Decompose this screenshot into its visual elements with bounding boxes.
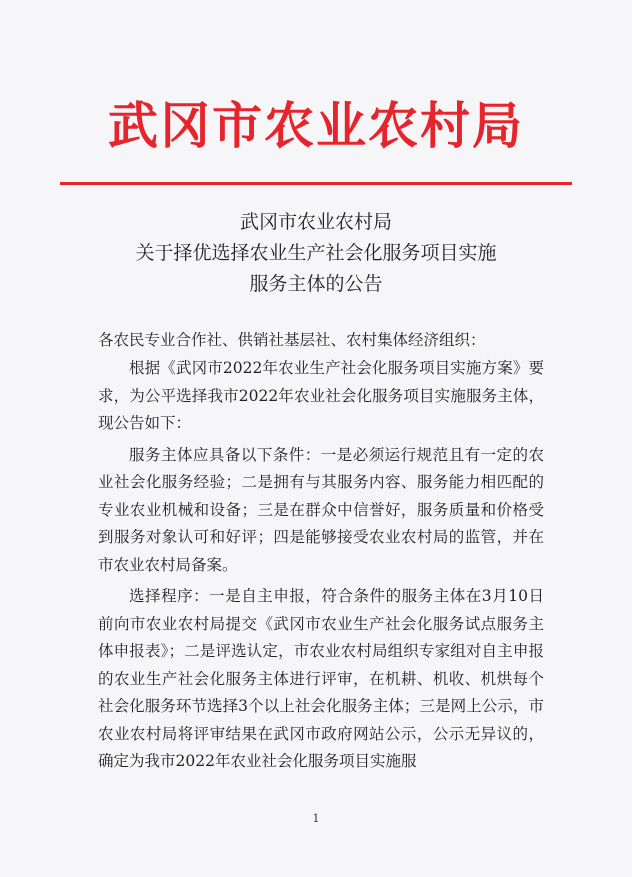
notice-title-line-1: 武冈市农业农村局 (239, 211, 392, 233)
letterhead-red-rule (60, 182, 572, 185)
notice-title-line-3: 服务主体的公告 (249, 273, 383, 295)
page-number: 1 (312, 812, 320, 825)
paragraph-basis: 根据《武冈市2022年农业生产社会化服务项目实施方案》要求，为公平选择我市2022年农业社会化服务项目实施服务主体，现公告如下： (98, 359, 544, 432)
paragraph-procedure: 选择程序：一是自主申报，符合条件的服务主体在3月10日前向市农业农村局提交《武冈市农业生产社会化服务试点服务主体申报表》；二是评选认定，市农业农村局组织专家组对自主申报的农业生产社会化服务主体进行评审，在机耕、机收、机烘每个社会化服务环节选择3个以上社会化服务主体；三是网上公示，市农业农村局将评审结果在武冈市政府网站公示，公示无异议的，确定为我市2022年农业社会化服务项目实施服 (98, 587, 544, 770)
notice-title-line-2: 关于择优选择农业生产社会化服务项目实施 (135, 242, 497, 264)
salutation: 各农民专业合作社、供销社基层社、农村集体经济组织： (98, 331, 486, 349)
paragraph-conditions: 服务主体应具备以下条件：一是必须运行规范且有一定的农业社会化服务经验；二是拥有与其服务内容、服务能力相匹配的专业农业机械和设备；三是在群众中信誉好，服务质量和价格受到服务对象认可和好评；四是能够接受农业农村局的监管，并在市农业农村局备案。 (98, 445, 544, 574)
notice-body (98, 355, 544, 776)
letterhead-title: 武冈市农业农村局 (108, 96, 524, 155)
